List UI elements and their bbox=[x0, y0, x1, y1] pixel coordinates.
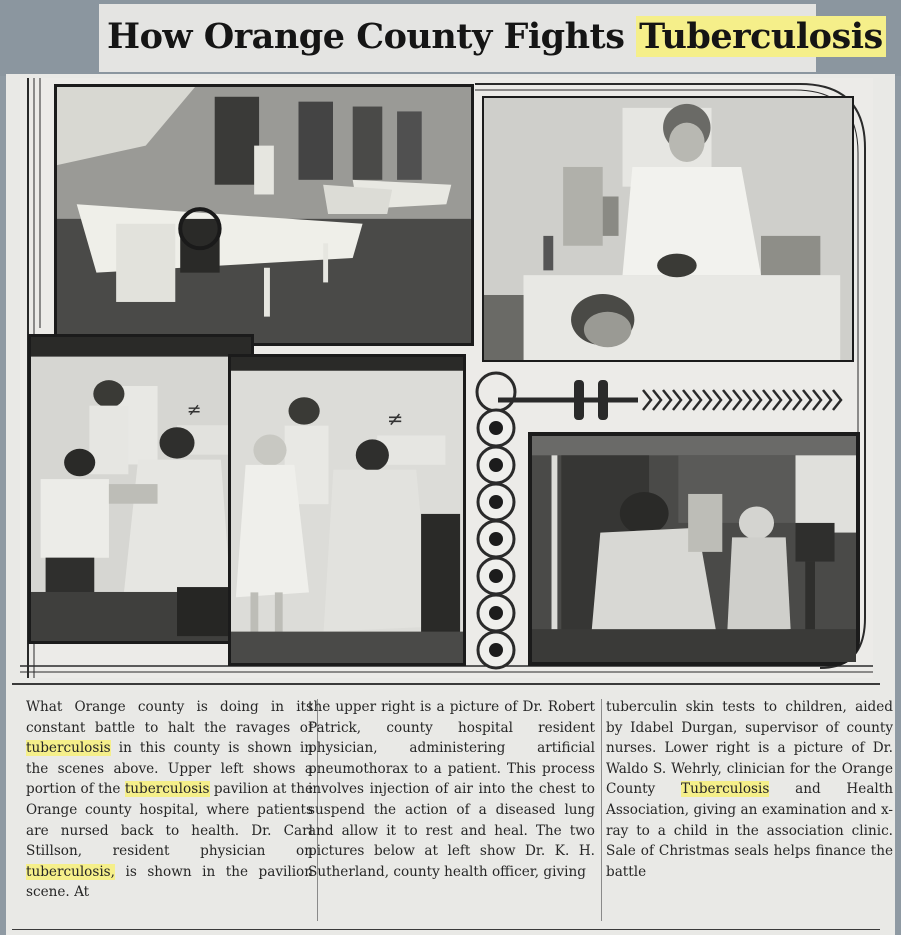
pavilion-ward-photo bbox=[54, 84, 474, 346]
article-text: pavilion at the Orange county hospital, where patients are nursed back to health. Dr. Carl Stillson, resident physician on bbox=[26, 781, 314, 860]
headline bbox=[99, 4, 883, 72]
column-rule bbox=[601, 699, 602, 921]
photo-montage bbox=[20, 78, 873, 678]
article-text: the upper right is a picture of Dr. Robert Patrick, county hospital resident physician, administering artificial pneumothorax to a patient. This process involves injection of air into the chest to suspend the action of a diseased lung and allow it to rest and heal. The two pictures below at left show Dr. K. H. Sutherland, county health officer, giving bbox=[308, 699, 595, 880]
article-text: and Health Association, giving an examination and x-ray to a child in the association clinic. Sale of Christmas seals helps finance the battle bbox=[606, 781, 894, 880]
article-column-1 bbox=[26, 697, 313, 903]
decorative-arrow bbox=[498, 376, 858, 426]
article-text: is shown in the pavilion scene. At bbox=[26, 863, 313, 901]
highlighted-term: tuberculosis, bbox=[26, 863, 115, 880]
clinic-examination-photo bbox=[528, 432, 860, 666]
bottom-rule bbox=[12, 929, 880, 930]
headline-highlight: Tuberculosis bbox=[636, 16, 886, 57]
highlighted-term: tuberculosis bbox=[26, 740, 111, 757]
svg-text:≠: ≠ bbox=[386, 407, 404, 431]
article-text: What Orange county is doing in its constant battle to halt the ravages of bbox=[26, 699, 313, 736]
article-text: in this county is shown in the scenes above. Upper left shows a portion of the bbox=[26, 740, 313, 798]
pneumothorax-treatment-photo bbox=[482, 96, 854, 362]
article-column-3 bbox=[606, 697, 893, 882]
article-column-2 bbox=[308, 697, 595, 882]
highlighted-term: Tuberculosis bbox=[681, 781, 770, 798]
article-body bbox=[26, 697, 896, 927]
highlighted-term: tuberculosis bbox=[124, 781, 210, 798]
svg-text:≠: ≠ bbox=[186, 400, 202, 421]
skin-test-photo-two bbox=[228, 354, 466, 666]
photo-text-divider bbox=[12, 683, 880, 685]
skin-test-photo-one bbox=[28, 334, 254, 644]
article-text: tuberculin skin tests to children, aided by Idabel Durgan, supervisor of county nurses. Lower right is a picture of Dr. Waldo S. Wehrly, clinician for the Orange County bbox=[606, 699, 893, 798]
headline-prefix: How Orange County Fights bbox=[107, 16, 637, 57]
